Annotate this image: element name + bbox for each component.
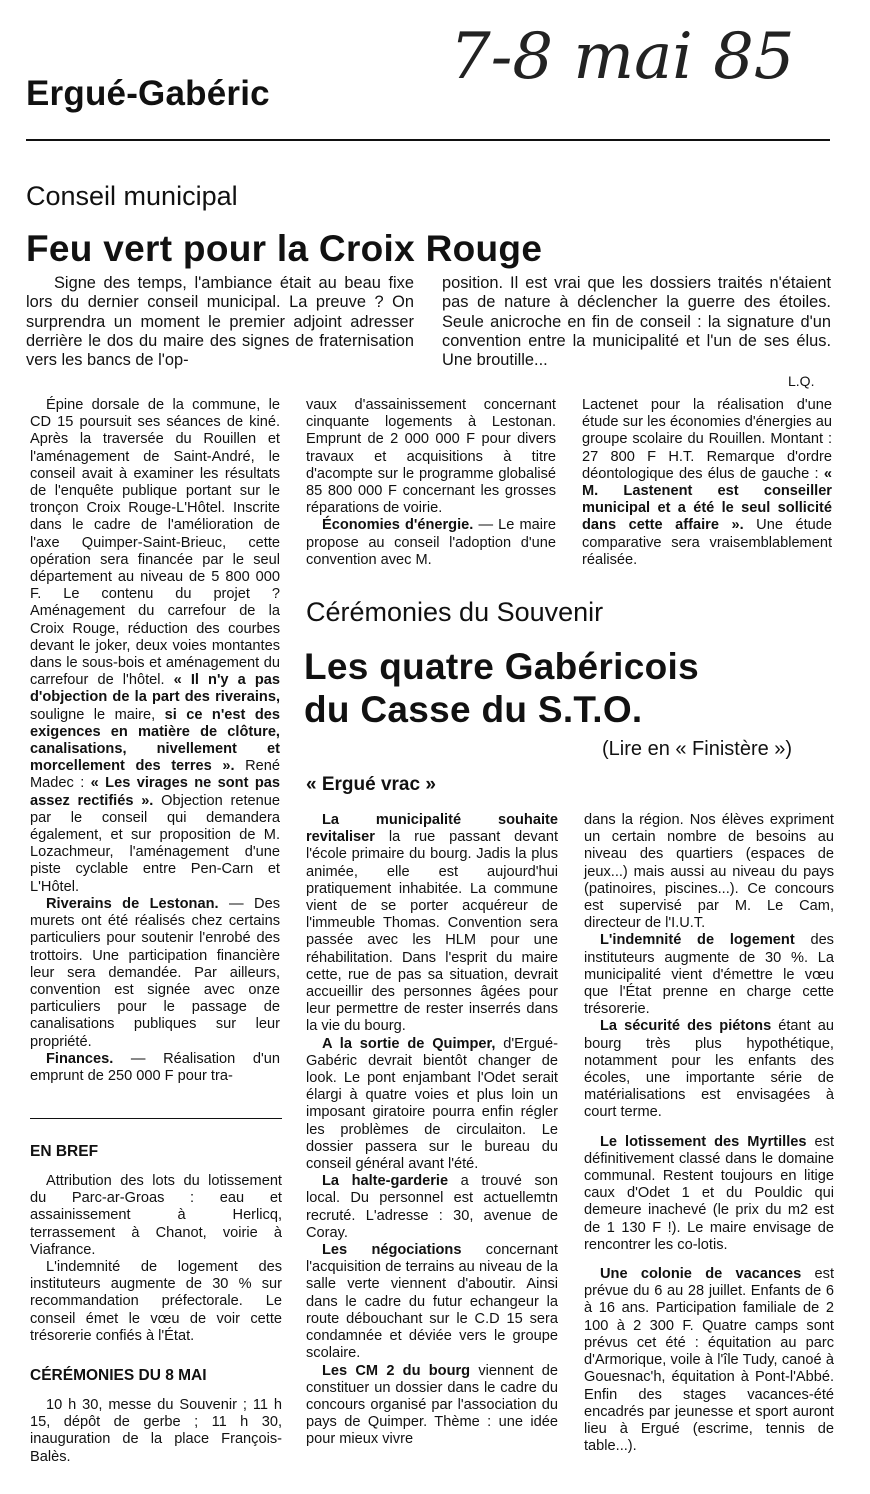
body-text: — Des murets ont été réalisés chez certains particuliers pour soutenir l'enrobé des trottoirs. Une participation financière leur sera demandée. Par ailleurs, convention est signée avec onze particuliers pour le passage de canalisations publiques sur leur propriété. (30, 895, 280, 1050)
article2-section: « Ergué vrac » (306, 774, 436, 795)
quote: « Les virages ne sont pas assez rectifiés ». (30, 775, 281, 809)
brief-box (30, 1143, 282, 1466)
article1-column-3 (582, 397, 832, 569)
brief-paragraph: L'indemnité de logement des instituteurs augmente de 30 % sur recommandation préfectorale. Le conseil émet le vœu de voir cette trésorerie confiés à l'État. (30, 1259, 282, 1344)
article2-kicker: Cérémonies du Souvenir (306, 597, 604, 627)
section-title: Ergué-Gabéric (26, 74, 270, 113)
body-text: Objection retenue par le conseil qui demandera également, et sur proposition de M. Lozachmeur, l'aménagement d'une piste cyclable entre Pen-Carn et L'Hôtel. (30, 792, 280, 895)
article1-signature: L.Q. (788, 373, 815, 389)
brief-title: EN BREF (30, 1143, 99, 1160)
paragraph-lead: L'indemnité de logement (600, 932, 795, 949)
article2-headline-line2: du Casse du S.T.O. (304, 689, 643, 730)
body-text: a trouvé son local. Du personnel est actuellemtn recruté. L'adresse : 30, avenue de Coray. (306, 1173, 558, 1241)
brief-paragraph: 10 h 30, messe du Souvenir ; 11 h 15, dépôt de gerbe ; 11 h 30, inauguration de la place François-Balès. (30, 1397, 282, 1465)
article1-column-1 (30, 397, 280, 1103)
article1-lede-right: position. Il est vrai que les dossiers traités n'étaient pas de nature à déclencher la guerre des étoiles. Seule anicroche en fin de conseil : la signature d'un convention entre la municipalité et l'un de ses élus. Une broutille... (442, 274, 831, 370)
body-text: viennent de constituer un dossier dans le cadre du concours organisé par l'association du pays de Quimper. Thème : une idée pour mieux vivre (306, 1362, 558, 1448)
article1-kicker: Conseil municipal (26, 181, 238, 211)
paragraph-lead: La municipalité souhaite revitaliser (306, 812, 558, 846)
body-text: concernant l'acquisition de terrains au niveau de la salle verte viennent d'aboutir. Ainsi dans le cadre du futur echangeur la route débouchant sur le C.D 15 sera condamnée et déviée vers le groupe scolaire. (306, 1242, 558, 1362)
body-text: la rue passant devant l'école primaire du bourg. Jadis la plus animée, elle est aujourd'hui pratiquement inhabitée. La commune vient de se porter acquéreur de l'immeuble Thomas. Convention sera passée avec les HLM pour une réhabilitation. Dans l'esprit du maire cette, rue de pas sa situation, devrait accueillir des personnes âgées pour leur permettre de rester inserrés dans la vie du bourg. (306, 829, 559, 1035)
paragraph-lead: La halte-garderie (322, 1173, 449, 1190)
section-rule (26, 139, 830, 141)
body-text: dans la région. Nos élèves expriment un certain nombre de besoins au niveau des quartiers (espaces de jeux...) mais aussi au niveau du pays (patinoires, piscines...). Ce concours est supervisé par M. Le Cam, directeur de l'I.U.T. (584, 812, 834, 932)
body-text: est définitivement classé dans le domaine communal. Restent toujours en litige caux d'Odet 1 et du Pouldic qui demeure inachevé (le prix du m2 est de 1 130 F !). Le maire envisage de rencontrer les co-lotis. (584, 1133, 834, 1253)
paragraph-lead: Économies d'énergie. (322, 517, 474, 534)
body-text: souligne le maire, (30, 706, 156, 723)
body-text: Épine dorsale de la commune, le CD 15 poursuit ses séances de kiné. Après la traversée du Rouillen et l'aménagement de Saint-André, le conseil avait à examiner les résultats de l'enquête publique portant sur le tronçon Croix Rouge-L'Hôtel. Inscrite dans le cadre de l'amélioration de l'axe Quimper-Saint-Brieuc, cette opération sera financée par le seul département au niveau de 5 800 000 F. Le contenu du projet ? Aménagement du carrefour de la Croix Rouge, réduction des courbes devant le joker, deux voies montantes dans le sous-bois et aménagement du carrefour de l'hôtel. (30, 397, 280, 689)
quote: « M. Lastenent est conseiller municipal et a été le seul sollicité dans cette affaire ». (582, 465, 832, 534)
brief-paragraph: Attribution des lots du lotissement du Parc-ar-Groas : eau et assainissement à Herlicq, terrassement à Chanot, voirie à Viafrance. (30, 1173, 282, 1258)
body-text: d'Ergué-Gabéric devrait bientôt changer de look. Le pont enjambant l'Odet serait élargi à quatre voies et plus loin un imposant giratoire pourra enfin régler les problèmes de circulaiton. Le dossier passera sur le bureau du conseil général avant l'été. (306, 1035, 558, 1173)
brief-title-2: CÉRÉMONIES DU 8 MAI (30, 1367, 207, 1385)
article2-column-2 (584, 812, 834, 1472)
body-text: Une étude comparative sera vraisemblablement réalisée. (582, 517, 832, 568)
body-text: vaux d'assainissement concernant cinquante logements à Lestonan. Emprunt de 2 000 000 F pour divers travaux et acquisitions à titre d'acompte sur le programme globalisé 85 800 000 F concernant les grosses réparations de voirie. (306, 397, 556, 517)
handwritten-date (450, 8, 795, 103)
body-text: Lactenet pour la réalisation d'une étude sur les économies d'énergies au groupe scolaire du Rouillen. Montant : 27 800 F H.T. Remarque d'ordre déontologique des élus de gauche : (582, 397, 832, 482)
article1-lede-left: Signe des temps, l'ambiance était au beau fixe lors du dernier conseil municipal. La preuve ? On surprendra un moment le premier adjoint adresser derrière le dos du maire des signes de fraternisation vers les bancs de l'op- (26, 274, 414, 370)
body-text: — Réalisation d'un emprunt de 250 000 F pour tra- (30, 1050, 280, 1084)
body-text: étant au bourg très plus hypothétique, notamment pour les enfants des écoles, une importante série de matérialisations est envisagées à court terme. (584, 1018, 834, 1121)
body-text: des instituteurs augmente de 30 %. La municipalité vient d'émettre le vœu que l'État prenne en charge cette trésorerie. (584, 932, 834, 1018)
paragraph-lead: Finances. (46, 1050, 114, 1067)
article2-headline-line1: Les quatre Gabéricois (304, 646, 699, 687)
paragraph-lead: Les CM 2 du bourg (322, 1362, 471, 1379)
paragraph-lead: Une colonie de vacances (600, 1266, 802, 1283)
brief-rule (30, 1118, 282, 1119)
paragraph-lead: Les négociations (322, 1242, 462, 1259)
article1-column-2 (306, 397, 556, 569)
paragraph-lead: Le lotissement des Myrtilles (600, 1133, 807, 1150)
paragraph-lead: A la sortie de Quimper, (322, 1035, 496, 1052)
article2-column-1 (306, 812, 558, 1472)
body-text: René Madec : (30, 758, 280, 792)
paragraph-lead: La sécurité des piétons (600, 1018, 772, 1035)
body-text: — Le maire propose au conseil l'adoption d'une convention avec M. (306, 517, 556, 568)
quote: si ce n'est des exigences en matière de clôture, canalisations, nivellement et morcellement des terres ». (30, 706, 280, 775)
article1-headline: Feu vert pour la Croix Rouge (26, 228, 543, 269)
quote: « Il n'y a pas d'objection de la part des riverains, (30, 672, 280, 706)
body-text: est prévue du 6 au 28 juillet. Enfants de 6 à 16 ans. Participation familiale de 2 100 à 2 300 F. Quatre camps sont prévus cet été : équitation au parc d'Armorique, voile à l'île Tudy, canoé à Gouesnac'h, équitation à Pont-l'Abbé. Enfin des stages vacances-été encadrés par jeunesse et sport auront lieu à Ergué (escrime, tennis de table...). (584, 1266, 834, 1455)
paragraph-lead: Riverains de Lestonan. (46, 895, 219, 912)
svg-text:7-8 mai 85: 7-8 mai 85 (450, 20, 795, 94)
article2-note: (Lire en « Finistère ») (602, 738, 793, 760)
